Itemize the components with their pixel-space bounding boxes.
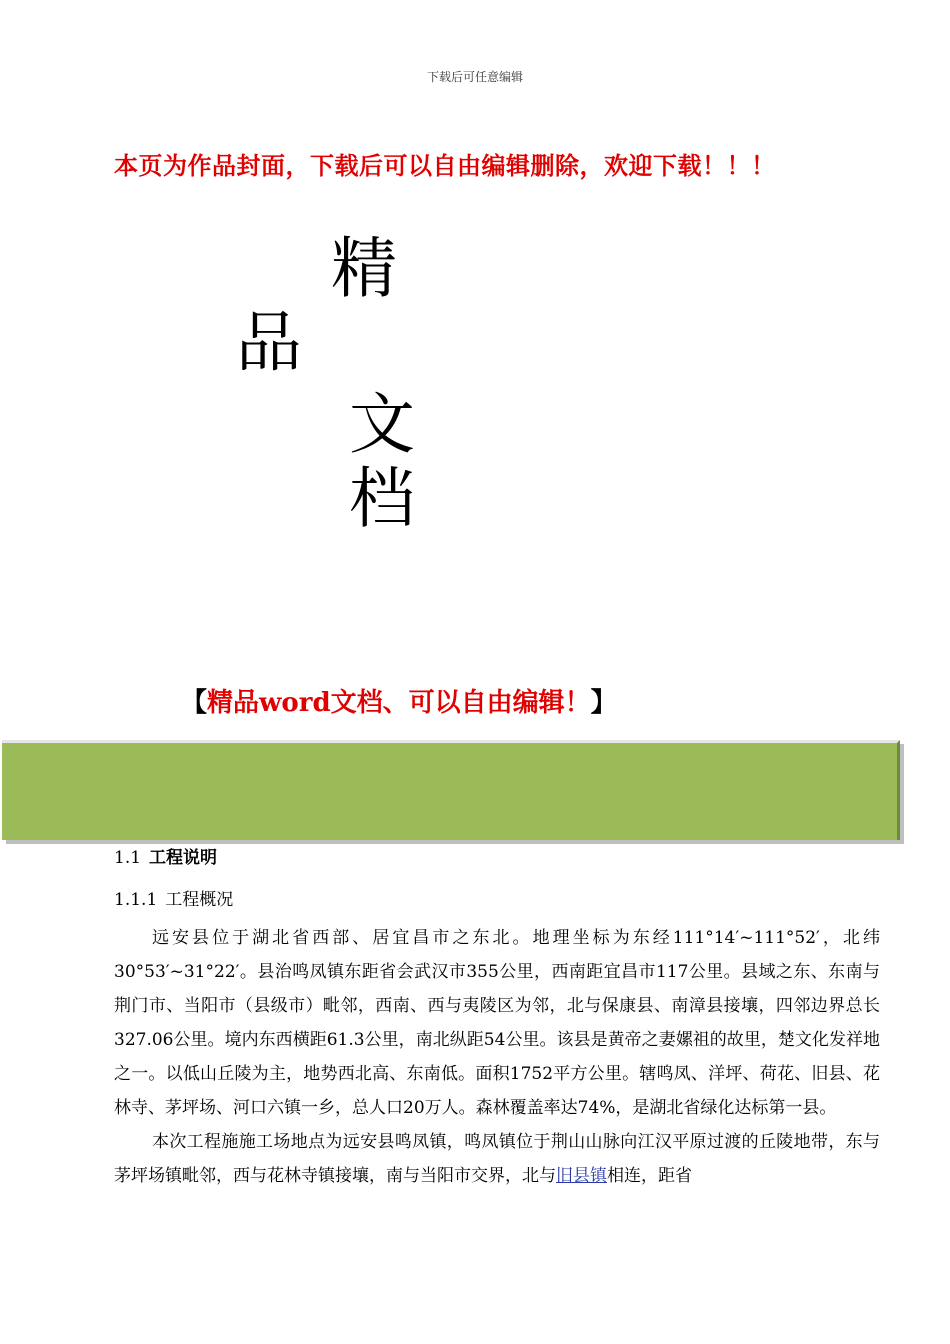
section-number: 1.1 bbox=[114, 848, 142, 868]
page-header: 下载后可任意编辑 bbox=[426, 70, 523, 84]
paragraph-site-tail: 相连，距省 bbox=[607, 1166, 692, 1186]
paragraph-site bbox=[114, 1125, 880, 1193]
green-banner bbox=[2, 740, 900, 840]
paragraph-overview: 远安县位于湖北省西部、居宜昌市之东北。地理坐标为东经111°14′~111°52′，北纬30°53′~31°22′。县治鸣凤镇东距省会武汉市355公里，西南距宜昌市117公里。县域之东、东南与荆门市、当阳市（县级市）毗邻，西南、西与夷陵区为邻，北与保康县、南漳县接壤，四邻边界总长327.06公里。境内东西横距61.3公里，南北纵距54公里。该县是黄帝之妻嫘祖的故里，楚文化发祥地之一。以低山丘陵为主，地势西北高、东南低。面积1752平方公里。辖鸣凤、洋坪、荷花、旧县、花林寺、茅坪场、河口六镇一乡，总人口20万人。森林覆盖率达74%，是湖北省绿化达标第一县。 bbox=[114, 928, 880, 1118]
jiuxian-town-link[interactable]: 旧县镇 bbox=[556, 1166, 607, 1186]
cover-notice: 本页为作品封面，下载后可以自由编辑删除，欢迎下载！！！ bbox=[114, 151, 776, 180]
cover-char-4: 档 bbox=[349, 460, 415, 537]
section-title: 工程说明 bbox=[149, 848, 218, 868]
section-heading bbox=[114, 845, 880, 871]
banner-face bbox=[2, 740, 900, 840]
document-body bbox=[114, 845, 880, 1193]
subsection-number: 1.1.1 bbox=[114, 890, 158, 910]
bracket-open: 【 bbox=[181, 688, 208, 718]
subsection-title: 工程概况 bbox=[165, 890, 234, 910]
cover-char-3: 文 bbox=[349, 386, 415, 463]
bracket-close: 】 bbox=[590, 688, 617, 718]
cover-char-2: 品 bbox=[236, 304, 302, 381]
paragraph-site-text: 本次工程施施工场地点为远安县鸣凤镇，鸣凤镇位于荆山山脉向江汉平原过渡的丘陵地带，东与茅坪场镇毗邻，西与花林寺镇接壤，南与当阳市交界，北与 bbox=[114, 1132, 880, 1186]
editable-note-text: 精品word文档、可以自由编辑！ bbox=[207, 688, 591, 718]
subsection-heading bbox=[114, 887, 880, 913]
editable-note bbox=[181, 682, 617, 719]
cover-char-1: 精 bbox=[331, 230, 397, 307]
